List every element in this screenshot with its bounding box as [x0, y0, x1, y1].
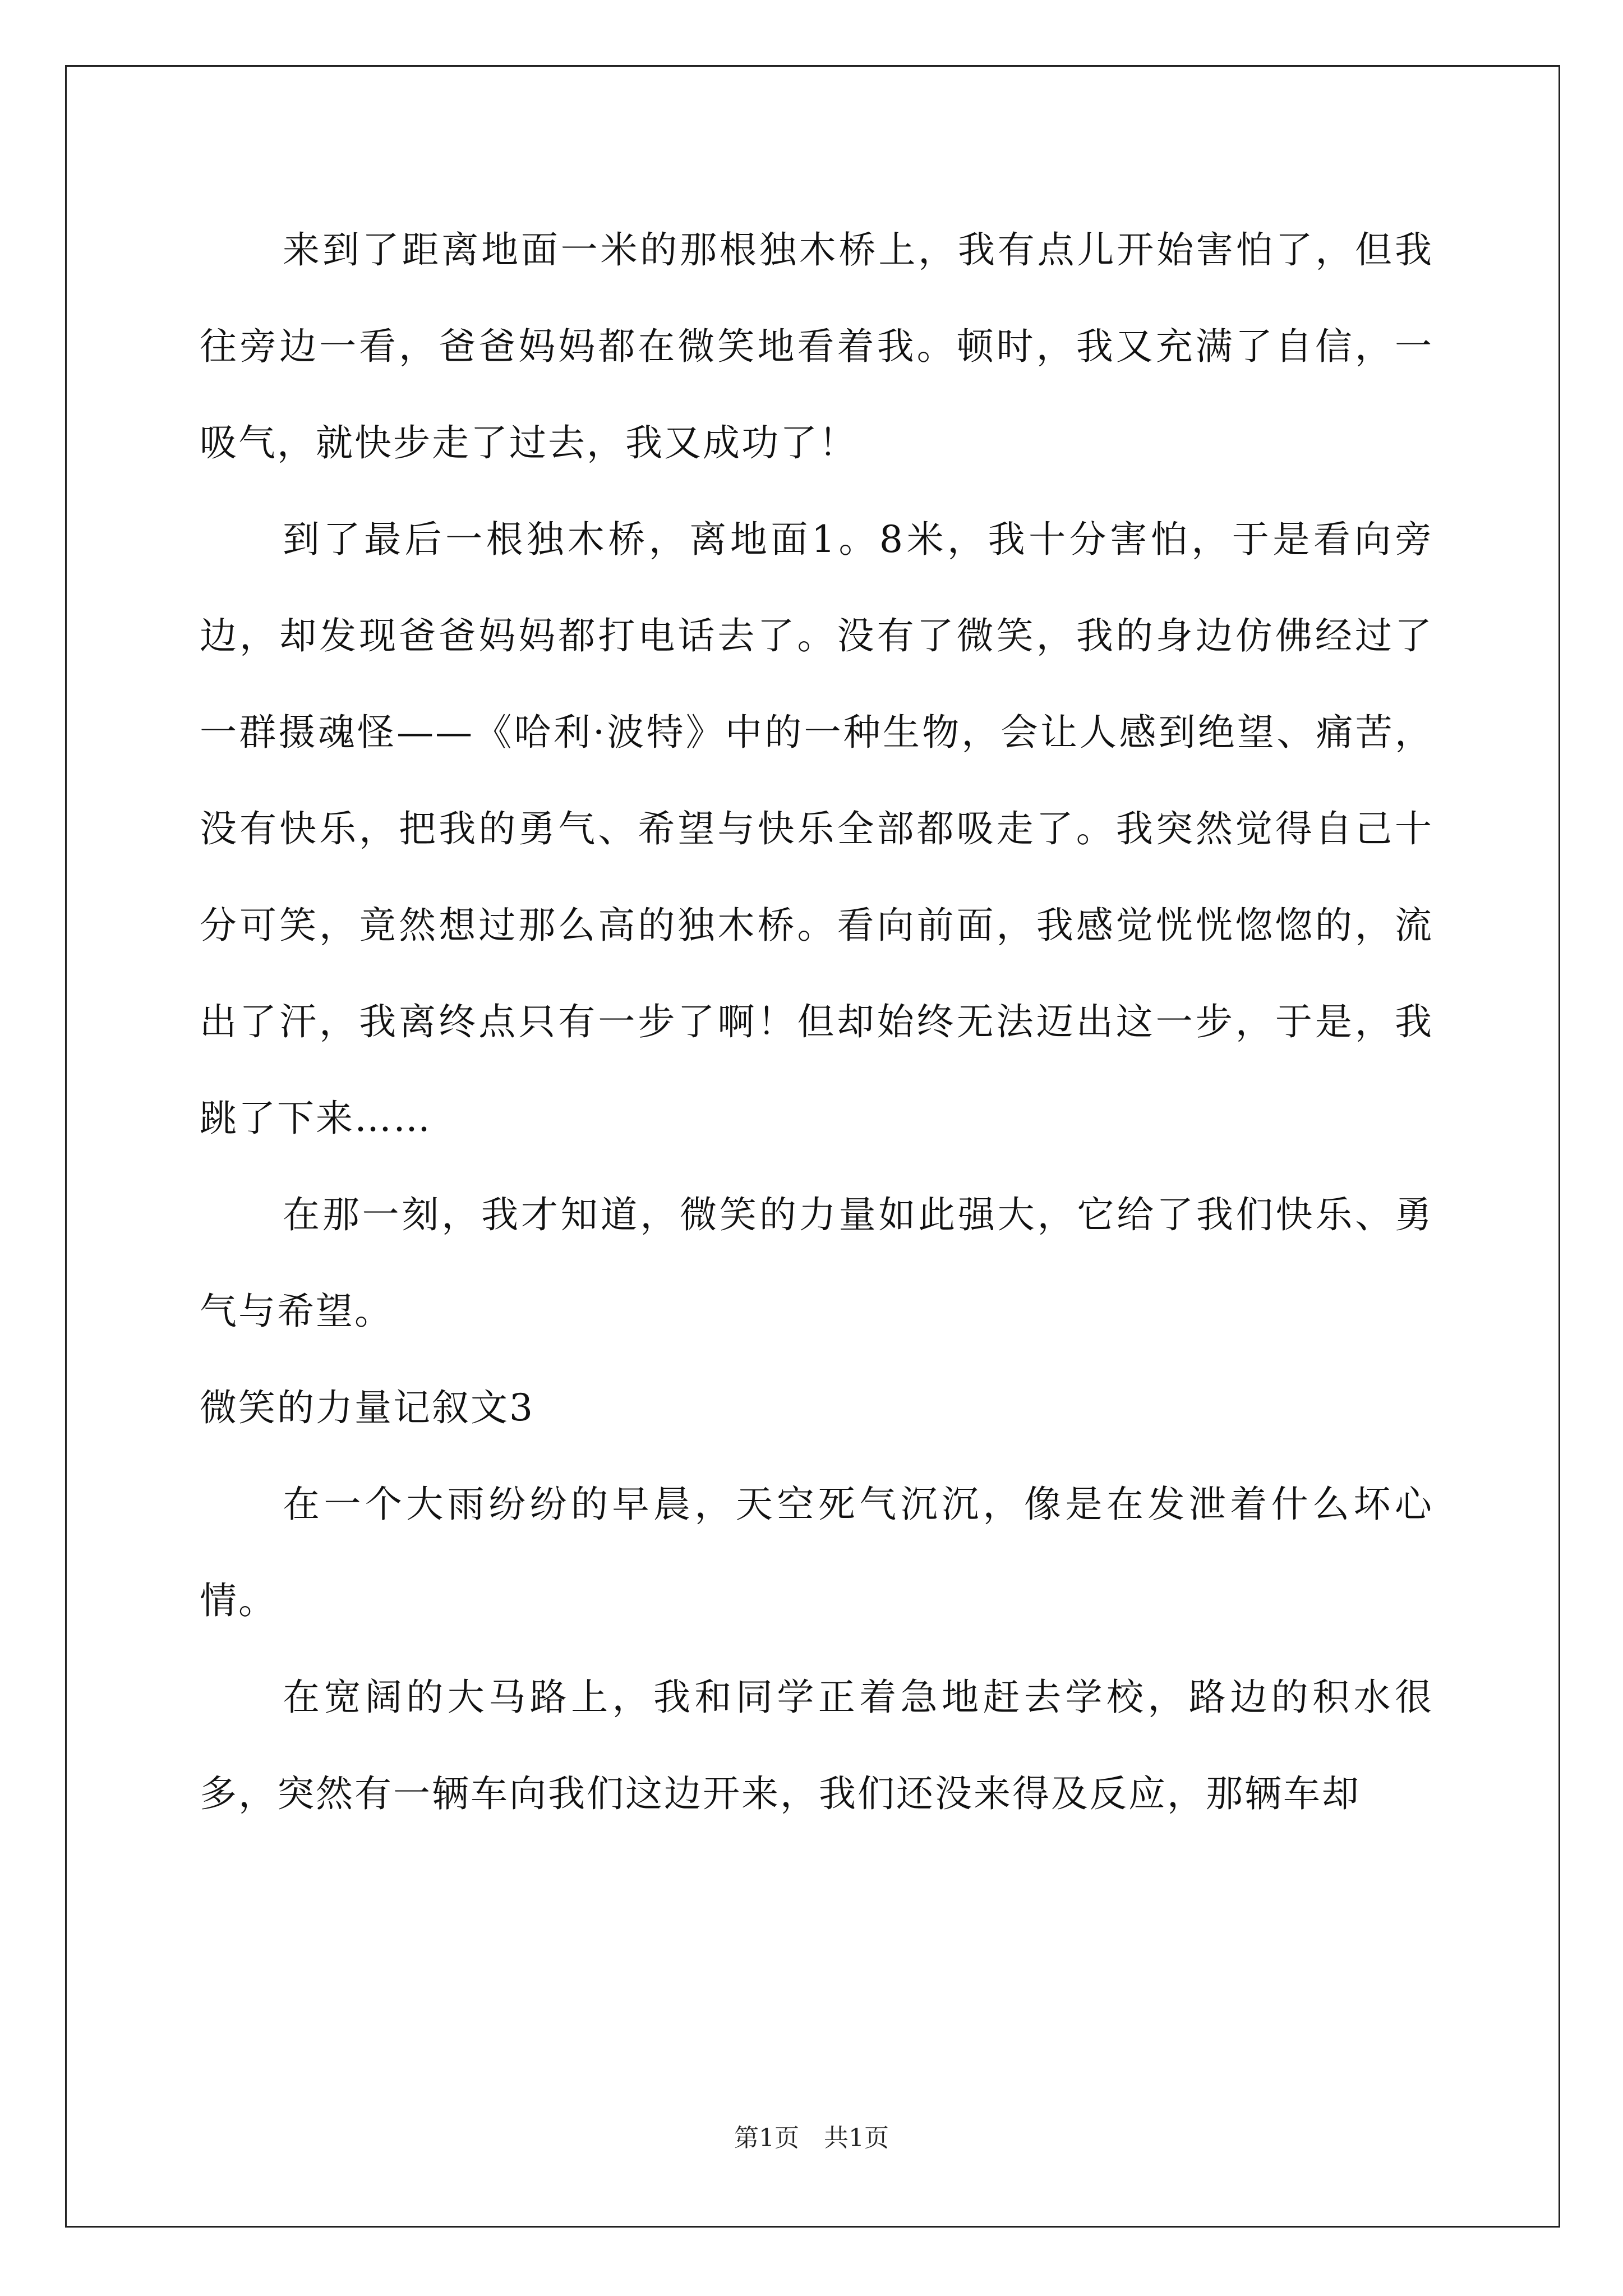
section-paragraph-1: 在一个大雨纷纷的早晨，天空死气沉沉，像是在发泄着什么坏心情。 [200, 1483, 1433, 1622]
paragraph-2: 到了最后一根独木桥，离地面1。8米，我十分害怕，于是看向旁边，却发现爸爸妈妈都打电话去了。没有了微笑，我的身边仿佛经过了一群摄魂怪——《哈利·波特》中的一种生物，会让人感到绝望、痛苦，没有快乐，把我的勇气、希望与快乐全部都吸走了。我突然觉得自己十分可笑，竟然想过那么高的独木桥。看向前面，我感觉恍恍惚惚的，流出了汗，我离终点只有一步了啊！但却始终无法迈出这一步，于是，我跳了下来…… [200, 518, 1433, 1140]
section-title: 微笑的力量记叙文3 [200, 1386, 534, 1429]
section-paragraph-2: 在宽阔的大马路上，我和同学正着急地赶去学校，路边的积水很多，突然有一辆车向我们这边开来，我们还没来得及反应，那辆车却 [200, 1676, 1433, 1815]
document-body [200, 202, 1433, 1842]
page-footer: 第1页 共1页 [734, 2124, 889, 2152]
paragraph-1: 来到了距离地面一米的那根独木桥上，我有点儿开始害怕了，但我往旁边一看，爸爸妈妈都在微笑地看着我。顿时，我又充满了自信，一吸气，就快步走了过去，我又成功了！ [200, 228, 1433, 464]
paragraph-3: 在那一刻，我才知道，微笑的力量如此强大，它给了我们快乐、勇气与希望。 [200, 1193, 1433, 1333]
